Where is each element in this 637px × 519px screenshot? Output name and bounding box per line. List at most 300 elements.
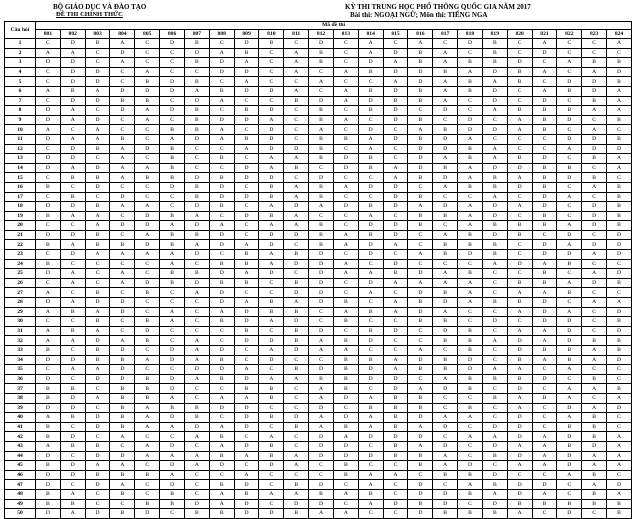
question-number: 17: [5, 192, 36, 202]
answer-cell: C: [135, 489, 160, 499]
answer-cell: D: [607, 250, 632, 260]
answer-cell: B: [482, 39, 507, 49]
answer-cell: C: [36, 278, 61, 288]
answer-cell: B: [433, 509, 458, 519]
question-number: 14: [5, 163, 36, 173]
answer-cell: D: [507, 384, 532, 394]
answer-cell: C: [557, 48, 582, 58]
answer-cell: D: [433, 106, 458, 116]
answer-cell: A: [433, 58, 458, 68]
answer-cell: A: [60, 106, 85, 116]
answer-cell: B: [209, 374, 234, 384]
answer-cell: A: [110, 278, 135, 288]
answer-cell: C: [333, 211, 358, 221]
answer-cell: D: [60, 393, 85, 403]
answer-cell: D: [234, 67, 259, 77]
exam-title: KỲ THI TRUNG HỌC PHỔ THÔNG QUỐC GIA NĂM 2017: [345, 3, 531, 11]
answer-cell: A: [36, 307, 61, 317]
answer-cell: C: [184, 154, 209, 164]
answer-cell: D: [36, 451, 61, 461]
answer-cell: D: [582, 211, 607, 221]
answer-cell: A: [458, 288, 483, 298]
answer-cell: B: [309, 154, 334, 164]
answer-cell: C: [259, 499, 284, 509]
answer-cell: B: [433, 336, 458, 346]
answer-cell: D: [160, 374, 185, 384]
answer-cell: B: [160, 211, 185, 221]
answer-cell: A: [60, 365, 85, 375]
answer-cell: D: [408, 144, 433, 154]
answer-cell: C: [557, 96, 582, 106]
answer-cell: B: [259, 298, 284, 308]
answer-cell: B: [408, 115, 433, 125]
answer-cell: B: [532, 393, 557, 403]
answer-cell: D: [482, 499, 507, 509]
answer-cell: B: [482, 298, 507, 308]
table-row: [5, 441, 632, 451]
answer-cell: B: [209, 154, 234, 164]
answer-cell: C: [184, 489, 209, 499]
answer-cell: D: [284, 499, 309, 509]
answer-cell: A: [184, 86, 209, 96]
answer-cell: B: [135, 470, 160, 480]
answer-cell: C: [557, 374, 582, 384]
answer-cell: A: [433, 182, 458, 192]
answer-cell: C: [433, 221, 458, 231]
answer-cell: C: [85, 58, 110, 68]
answer-cell: A: [358, 269, 383, 279]
answer-cell: B: [408, 192, 433, 202]
answer-cell: B: [557, 499, 582, 509]
answer-cell: A: [507, 115, 532, 125]
answer-cell: C: [160, 326, 185, 336]
answer-cell: C: [458, 441, 483, 451]
answer-cell: B: [433, 288, 458, 298]
answer-cell: C: [383, 125, 408, 135]
answer-cell: B: [607, 221, 632, 231]
question-number: 40: [5, 413, 36, 423]
answer-cell: A: [60, 211, 85, 221]
answer-cell: D: [458, 250, 483, 260]
table-row: [5, 365, 632, 375]
answer-cell: D: [60, 67, 85, 77]
answer-body: [5, 39, 632, 519]
answer-cell: A: [259, 221, 284, 231]
answer-cell: D: [582, 240, 607, 250]
answer-cell: B: [458, 58, 483, 68]
answer-cell: D: [482, 125, 507, 135]
answer-cell: C: [110, 77, 135, 87]
answer-cell: D: [209, 346, 234, 356]
answer-cell: C: [458, 96, 483, 106]
answer-cell: D: [259, 173, 284, 183]
answer-cell: C: [482, 326, 507, 336]
answer-cell: C: [507, 86, 532, 96]
answer-cell: A: [458, 432, 483, 442]
answer-cell: C: [85, 192, 110, 202]
answer-cell: C: [184, 67, 209, 77]
exam-code-810: 810: [259, 30, 284, 39]
answer-cell: A: [607, 96, 632, 106]
answer-cell: A: [209, 499, 234, 509]
answer-cell: A: [507, 125, 532, 135]
answer-cell: D: [433, 326, 458, 336]
answer-cell: C: [383, 144, 408, 154]
answer-cell: B: [482, 173, 507, 183]
table-row: [5, 134, 632, 144]
answer-cell: D: [408, 67, 433, 77]
answer-cell: C: [110, 499, 135, 509]
answer-cell: C: [507, 39, 532, 49]
answer-cell: D: [184, 499, 209, 509]
answer-cell: A: [110, 461, 135, 471]
table-row: [5, 384, 632, 394]
answer-cell: D: [36, 355, 61, 365]
answer-cell: C: [135, 298, 160, 308]
question-number: 48: [5, 489, 36, 499]
answer-cell: A: [607, 154, 632, 164]
answer-cell: C: [582, 307, 607, 317]
answer-cell: C: [383, 336, 408, 346]
answer-cell: B: [458, 230, 483, 240]
answer-cell: A: [408, 202, 433, 212]
answer-cell: A: [110, 173, 135, 183]
answer-cell: B: [60, 384, 85, 394]
answer-cell: B: [85, 173, 110, 183]
answer-cell: D: [160, 86, 185, 96]
answer-cell: A: [507, 173, 532, 183]
answer-cell: C: [135, 58, 160, 68]
answer-cell: D: [160, 441, 185, 451]
answer-cell: B: [60, 413, 85, 423]
answer-cell: C: [582, 230, 607, 240]
answer-cell: C: [433, 393, 458, 403]
answer-cell: D: [408, 77, 433, 87]
answer-cell: C: [234, 288, 259, 298]
answer-cell: A: [433, 96, 458, 106]
answer-cell: B: [358, 355, 383, 365]
question-number: 36: [5, 374, 36, 384]
answer-cell: A: [110, 58, 135, 68]
answer-cell: D: [333, 163, 358, 173]
table-row: [5, 240, 632, 250]
answer-cell: C: [234, 230, 259, 240]
answer-cell: D: [284, 317, 309, 327]
answer-cell: D: [358, 96, 383, 106]
answer-cell: B: [309, 48, 334, 58]
answer-cell: C: [582, 163, 607, 173]
answer-cell: B: [36, 461, 61, 471]
answer-cell: D: [284, 413, 309, 423]
answer-cell: D: [458, 461, 483, 471]
question-number: 21: [5, 230, 36, 240]
answer-cell: B: [36, 346, 61, 356]
answer-cell: C: [259, 278, 284, 288]
answer-cell: D: [60, 230, 85, 240]
table-row: [5, 173, 632, 183]
answer-cell: D: [209, 365, 234, 375]
answer-cell: A: [433, 230, 458, 240]
answer-cell: A: [110, 432, 135, 442]
answer-cell: A: [135, 413, 160, 423]
answer-cell: B: [458, 240, 483, 250]
answer-cell: A: [309, 384, 334, 394]
answer-cell: D: [557, 451, 582, 461]
answer-cell: D: [358, 58, 383, 68]
answer-cell: B: [408, 221, 433, 231]
answer-cell: B: [234, 106, 259, 116]
answer-cell: C: [408, 230, 433, 240]
answer-cell: D: [408, 489, 433, 499]
answer-cell: C: [284, 240, 309, 250]
answer-cell: B: [532, 182, 557, 192]
answer-cell: C: [433, 346, 458, 356]
answer-cell: D: [408, 480, 433, 490]
table-row: [5, 259, 632, 269]
answer-cell: D: [209, 67, 234, 77]
answer-cell: B: [110, 384, 135, 394]
answer-cell: A: [383, 77, 408, 87]
answer-cell: B: [36, 384, 61, 394]
question-number: 29: [5, 307, 36, 317]
answer-cell: A: [482, 192, 507, 202]
answer-cell: B: [607, 278, 632, 288]
answer-cell: A: [85, 134, 110, 144]
answer-cell: B: [184, 39, 209, 49]
answer-cell: D: [160, 480, 185, 490]
answer-cell: B: [557, 422, 582, 432]
answer-cell: C: [309, 317, 334, 327]
answer-cell: D: [135, 278, 160, 288]
exam-code-801: 801: [36, 30, 61, 39]
answer-cell: D: [532, 307, 557, 317]
answer-cell: B: [507, 106, 532, 116]
answer-cell: D: [582, 441, 607, 451]
answer-cell: B: [433, 250, 458, 260]
answer-cell: B: [36, 393, 61, 403]
answer-cell: B: [358, 326, 383, 336]
answer-cell: D: [557, 432, 582, 442]
answer-cell: B: [160, 278, 185, 288]
answer-cell: B: [110, 509, 135, 519]
answer-cell: A: [135, 202, 160, 212]
answer-cell: B: [607, 384, 632, 394]
answer-cell: D: [557, 326, 582, 336]
answer-cell: B: [607, 211, 632, 221]
answer-cell: C: [135, 269, 160, 279]
answer-cell: D: [532, 96, 557, 106]
answer-cell: A: [209, 307, 234, 317]
answer-cell: B: [482, 240, 507, 250]
answer-cell: A: [582, 451, 607, 461]
answer-cell: D: [234, 211, 259, 221]
answer-cell: C: [582, 39, 607, 49]
table-row: [5, 451, 632, 461]
answer-cell: A: [532, 451, 557, 461]
answer-cell: C: [383, 317, 408, 327]
answer-cell: C: [234, 96, 259, 106]
answer-cell: A: [507, 202, 532, 212]
answer-cell: C: [85, 489, 110, 499]
answer-cell: C: [309, 355, 334, 365]
answer-cell: D: [557, 317, 582, 327]
table-row: [5, 489, 632, 499]
answer-cell: C: [458, 307, 483, 317]
answer-cell: B: [309, 106, 334, 116]
answer-cell: B: [209, 173, 234, 183]
answer-cell: C: [60, 422, 85, 432]
answer-cell: C: [284, 403, 309, 413]
answer-cell: A: [184, 374, 209, 384]
answer-cell: A: [607, 106, 632, 116]
answer-cell: C: [482, 413, 507, 423]
answer-cell: A: [160, 317, 185, 327]
exam-code-807: 807: [184, 30, 209, 39]
answer-cell: A: [184, 346, 209, 356]
answer-cell: C: [358, 77, 383, 87]
answer-cell: D: [458, 115, 483, 125]
answer-cell: C: [408, 336, 433, 346]
answer-cell: C: [209, 336, 234, 346]
answer-cell: D: [582, 221, 607, 231]
answer-cell: B: [607, 182, 632, 192]
answer-cell: B: [135, 336, 160, 346]
answer-cell: C: [284, 384, 309, 394]
answer-cell: D: [408, 307, 433, 317]
answer-cell: C: [234, 221, 259, 231]
answer-cell: B: [408, 298, 433, 308]
exam-code-804: 804: [110, 30, 135, 39]
answer-cell: C: [582, 259, 607, 269]
answer-cell: B: [408, 134, 433, 144]
answer-cell: C: [184, 259, 209, 269]
answer-cell: C: [209, 413, 234, 423]
answer-cell: B: [110, 403, 135, 413]
answer-cell: B: [607, 499, 632, 509]
answer-cell: A: [458, 221, 483, 231]
answer-cell: B: [333, 374, 358, 384]
answer-cell: C: [532, 403, 557, 413]
answer-cell: D: [557, 134, 582, 144]
answer-cell: D: [433, 489, 458, 499]
answer-cell: B: [60, 86, 85, 96]
answer-cell: C: [85, 278, 110, 288]
answer-cell: B: [85, 230, 110, 240]
question-number: 45: [5, 461, 36, 471]
answer-cell: B: [532, 346, 557, 356]
question-number: 24: [5, 259, 36, 269]
answer-cell: C: [60, 221, 85, 231]
answer-cell: D: [557, 336, 582, 346]
answer-cell: A: [284, 86, 309, 96]
answer-cell: A: [333, 269, 358, 279]
answer-cell: A: [433, 307, 458, 317]
answer-cell: A: [507, 509, 532, 519]
answer-cell: A: [209, 134, 234, 144]
answer-key-table: [4, 21, 632, 519]
answer-cell: D: [36, 480, 61, 490]
answer-cell: A: [234, 365, 259, 375]
question-header: Câu hỏi: [5, 22, 36, 39]
answer-cell: A: [259, 115, 284, 125]
answer-cell: C: [482, 403, 507, 413]
answer-cell: C: [135, 461, 160, 471]
answer-cell: D: [234, 413, 259, 423]
answer-cell: D: [36, 134, 61, 144]
answer-cell: D: [135, 221, 160, 231]
answer-cell: B: [110, 355, 135, 365]
answer-cell: A: [60, 269, 85, 279]
answer-cell: C: [408, 106, 433, 116]
answer-cell: A: [507, 365, 532, 375]
answer-cell: A: [532, 259, 557, 269]
question-number: 22: [5, 240, 36, 250]
answer-cell: D: [482, 470, 507, 480]
answer-cell: D: [110, 374, 135, 384]
answer-cell: C: [482, 134, 507, 144]
answer-cell: A: [284, 451, 309, 461]
answer-cell: A: [358, 470, 383, 480]
table-row: [5, 509, 632, 519]
answer-cell: A: [36, 326, 61, 336]
answer-cell: A: [507, 307, 532, 317]
answer-cell: B: [482, 393, 507, 403]
answer-cell: D: [160, 77, 185, 87]
answer-cell: B: [209, 259, 234, 269]
answer-cell: B: [482, 509, 507, 519]
answer-cell: C: [333, 499, 358, 509]
answer-cell: C: [110, 441, 135, 451]
answer-cell: C: [333, 480, 358, 490]
answer-cell: B: [60, 326, 85, 336]
answer-cell: B: [309, 192, 334, 202]
table-row: [5, 106, 632, 116]
answer-cell: C: [458, 192, 483, 202]
table-row: [5, 230, 632, 240]
answer-cell: A: [160, 470, 185, 480]
answer-cell: B: [110, 134, 135, 144]
answer-cell: B: [209, 509, 234, 519]
answer-cell: C: [85, 403, 110, 413]
answer-cell: D: [110, 346, 135, 356]
answer-cell: B: [160, 489, 185, 499]
question-number: 11: [5, 134, 36, 144]
answer-cell: B: [458, 470, 483, 480]
answer-cell: B: [234, 259, 259, 269]
answer-cell: A: [408, 384, 433, 394]
answer-cell: B: [532, 269, 557, 279]
answer-cell: D: [60, 250, 85, 260]
answer-cell: A: [135, 403, 160, 413]
answer-cell: D: [607, 355, 632, 365]
answer-cell: C: [557, 182, 582, 192]
table-row: [5, 336, 632, 346]
official-label: ĐỀ THI CHÍNH THỨC: [56, 11, 123, 18]
answer-cell: B: [333, 336, 358, 346]
answer-cell: A: [209, 422, 234, 432]
answer-cell: C: [433, 115, 458, 125]
exam-code-822: 822: [557, 30, 582, 39]
answer-cell: A: [582, 67, 607, 77]
answer-cell: B: [582, 432, 607, 442]
answer-cell: A: [582, 480, 607, 490]
answer-cell: B: [482, 58, 507, 68]
answer-cell: D: [607, 144, 632, 154]
answer-cell: A: [259, 154, 284, 164]
answer-cell: A: [507, 326, 532, 336]
answer-cell: A: [36, 413, 61, 423]
answer-cell: B: [135, 499, 160, 509]
